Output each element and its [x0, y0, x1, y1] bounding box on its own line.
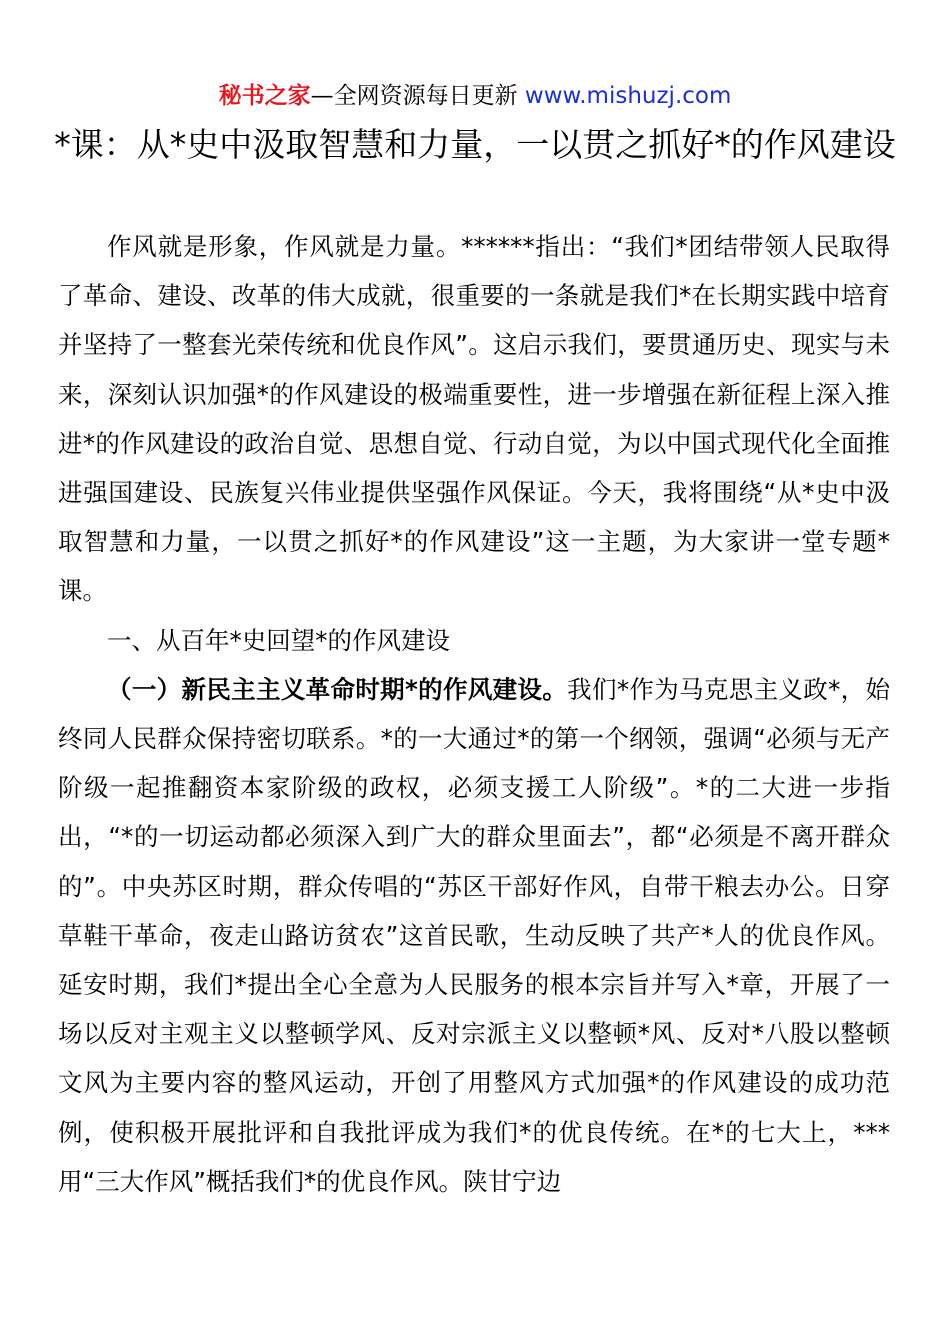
- site-header: [0, 80, 950, 112]
- paragraph-text: 作风就是形象，作风就是力量。******指出：“我们*团结带领人民取得了革命、建设、改革的伟大成就，很重要的一条就是我们*在长期实践中培育并坚持了一整套光荣传统和优良作风”。这启示我们，要贯通历史、现实与未来，深刻认识加强*的作风建设的极端重要性，进一步增强在新征程上深入推进*的作风建设的政治自觉、思想自觉、行动自觉，为以中国式现代化全面推进强国建设、民族复兴伟业提供坚强作风保证。今天，我将围绕“从*史中汲取智慧和力量，一以贯之抓好*的作风建设”这一主题，为大家讲一堂专题*课。: [58, 232, 890, 606]
- section-heading-text: 一、从百年*史回望*的作风建设: [107, 625, 450, 655]
- body-paragraph: [58, 665, 890, 1206]
- document-body: [58, 222, 890, 1206]
- paragraph-text: 我们*作为马克思主义政*，始终同人民群众保持密切联系。*的一大通过*的第一个纲领，强调“必须与无产阶级一起推翻资本家阶级的政权，必须支援工人阶级”。*的二大进一步指出，“*的一切运动都必须深入到广大的群众里面去”，都“必须是不离开群众的”。中央苏区时期，群众传唱的“苏区干部好作风，自带干粮去办公。日穿草鞋干革命，夜走山路访贫农”这首民歌，生动反映了共产*人的优良作风。延安时期，我们*提出全心全意为人民服务的根本宗旨并写入*章，开展了一场以反对主观主义以整顿学风、反对宗派主义以整顿*风、反对*八股以整顿文风为主要内容的整风运动，开创了用整风方式加强*的作风建设的成功范例，使积极开展批评和自我批评成为我们*的优良传统。在*的七大上，***用“三大作风”概括我们*的优良作风。陕甘宁边: [58, 674, 890, 1196]
- intro-paragraph: [58, 222, 890, 616]
- section-heading: [58, 616, 890, 665]
- site-slogan: —全网资源每日更新: [310, 83, 525, 109]
- subsection-heading: （一）新民主主义革命时期*的作风建设。: [107, 674, 568, 704]
- site-brand: 秘书之家: [218, 83, 311, 109]
- document-title: *课：从*史中汲取智慧和力量，一以贯之抓好*的作风建设: [54, 125, 896, 164]
- site-url-link[interactable]: www.mishuzj.com: [524, 83, 732, 109]
